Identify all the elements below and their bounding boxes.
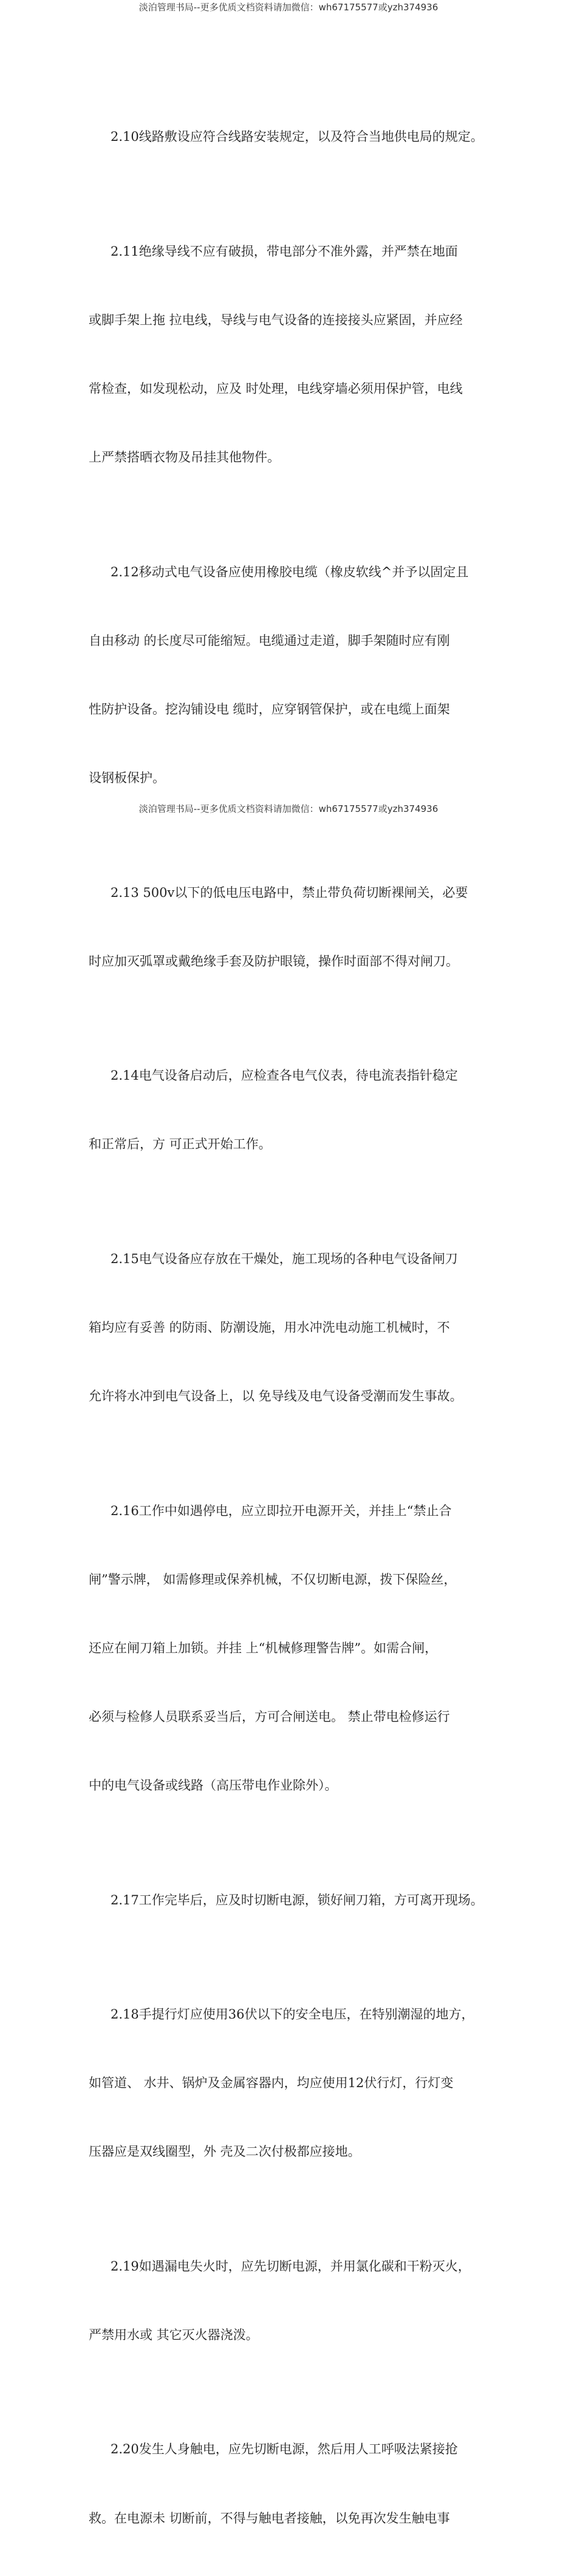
text-line: 性防护设备。挖沟铺设电 缆时，应穿钢管保护，或在电缆上面架: [89, 701, 450, 717]
paragraph-2-16: [89, 1454, 502, 1843]
text-line: 上严禁搭晒衣物及吊挂其他物件。: [89, 450, 280, 465]
text-line: 2.18手提行灯应使用36伏以下的安全电压，在特别潮湿的地方，: [111, 2007, 474, 2022]
paragraph-2-10: [89, 80, 502, 195]
paragraph-2-13: [89, 836, 502, 1019]
text-line: 严禁用水或 其它灭火器浇泼。: [89, 2327, 259, 2342]
text-line: 必须与检修人员联系妥当后，方可合闸送电。 禁止带电检修运行: [89, 1709, 450, 1724]
text-line: 还应在闸刀箱上加锁。并挂 上“机械修理警告牌”。如需合闸，: [89, 1640, 438, 1655]
text-line: 2.17工作完毕后，应及时切断电源，锁好闸刀箱，方可离开现场。: [111, 1892, 483, 1907]
text-line: 常检查，如发现松动，应及 时处理，电线穿墙必须用保护管，电线: [89, 381, 463, 397]
text-line: 压器应是双线圈型，外 壳及二次付极都应接地。: [89, 2144, 361, 2159]
text-line: 设钢板保护。: [89, 771, 165, 786]
paragraph-2-12: [89, 515, 502, 836]
text-line: 2.13 500v以下的低电压电路中，禁止带负荷切断裸闸关，必要: [111, 885, 468, 900]
text-line: 中的电气设备或线路（高压带电作业除外）。: [89, 1778, 338, 1793]
text-line: 允许将水冲到电气设备上，以 免导线及电气设备受潮而发生事故。: [89, 1389, 463, 1404]
text-line: 2.14电气设备启动后，应检查各电气仪表，待电流表指针稳定: [111, 1068, 458, 1083]
text-line: 2.16工作中如遇停电，应立即拉开电源开关，并挂上“禁止合: [111, 1503, 452, 1518]
paragraph-2-17: [89, 1843, 502, 1958]
text-line: 2.10线路敷设应符合线路安装规定，以及符合当地供电局的规定。: [111, 129, 483, 145]
text-line: 救。在电源未 切断前，不得与触电者接触，以免再次发生触电事: [89, 2510, 450, 2526]
text-line: 和正常后，方 可正式开始工作。: [89, 1137, 271, 1152]
text-line: 箱均应有妥善 的防雨、防潮设施，用水冲洗电动施工机械时，不: [89, 1320, 450, 1335]
paragraph-2-11: [89, 195, 502, 516]
text-line: 2.12移动式电气设备应使用橡胶电缆（橡皮软线^并予以固定且: [111, 564, 469, 579]
paragraph-2-20: [89, 2393, 502, 2576]
document-body: [89, 80, 502, 2576]
text-line: 2.15电气设备应存放在干燥处，施工现场的各种电气设备闸刀: [111, 1251, 458, 1266]
paragraph-2-14: [89, 1019, 502, 1202]
header-banner: 淡泊管理书局--更多优质文档资料请加微信：wh67175577或yzh374936: [138, 2, 439, 13]
paragraph-2-18: [89, 1958, 502, 2210]
paragraph-2-19: [89, 2209, 502, 2393]
text-line: 自由移动 的长度尽可能缩短。电缆通过走道，脚手架随时应有刚: [89, 633, 450, 648]
footer-banner: 淡泊管理书局--更多优质文档资料请加微信：wh67175577或yzh374936: [138, 803, 439, 814]
text-line: 闸”警示牌， 如需修理或保养机械，不仅切断电源，拨下保险丝，: [89, 1572, 457, 1587]
text-line: 或脚手架上拖 拉电线，导线与电气设备的连接接头应紧固，并应经: [89, 313, 463, 328]
paragraph-2-15: [89, 1202, 502, 1454]
text-line: 如管道、 水井、锅炉及金属容器内，均应使用12伏行灯，行灯变: [89, 2076, 454, 2091]
text-line: 时应加灭弧罩或戴绝缘手套及防护眼镜，操作时面部不得对闸刀。: [89, 953, 459, 969]
text-line: 2.11绝缘导线不应有破损，带电部分不准外露，并严禁在地面: [111, 244, 458, 259]
text-line: 2.20发生人身触电，应先切断电源，然后用人工呼吸法紧接抢: [111, 2442, 458, 2457]
text-line: 2.19如遇漏电失火时，应先切断电源，并用氯化碳和干粉灭火，: [111, 2258, 471, 2274]
